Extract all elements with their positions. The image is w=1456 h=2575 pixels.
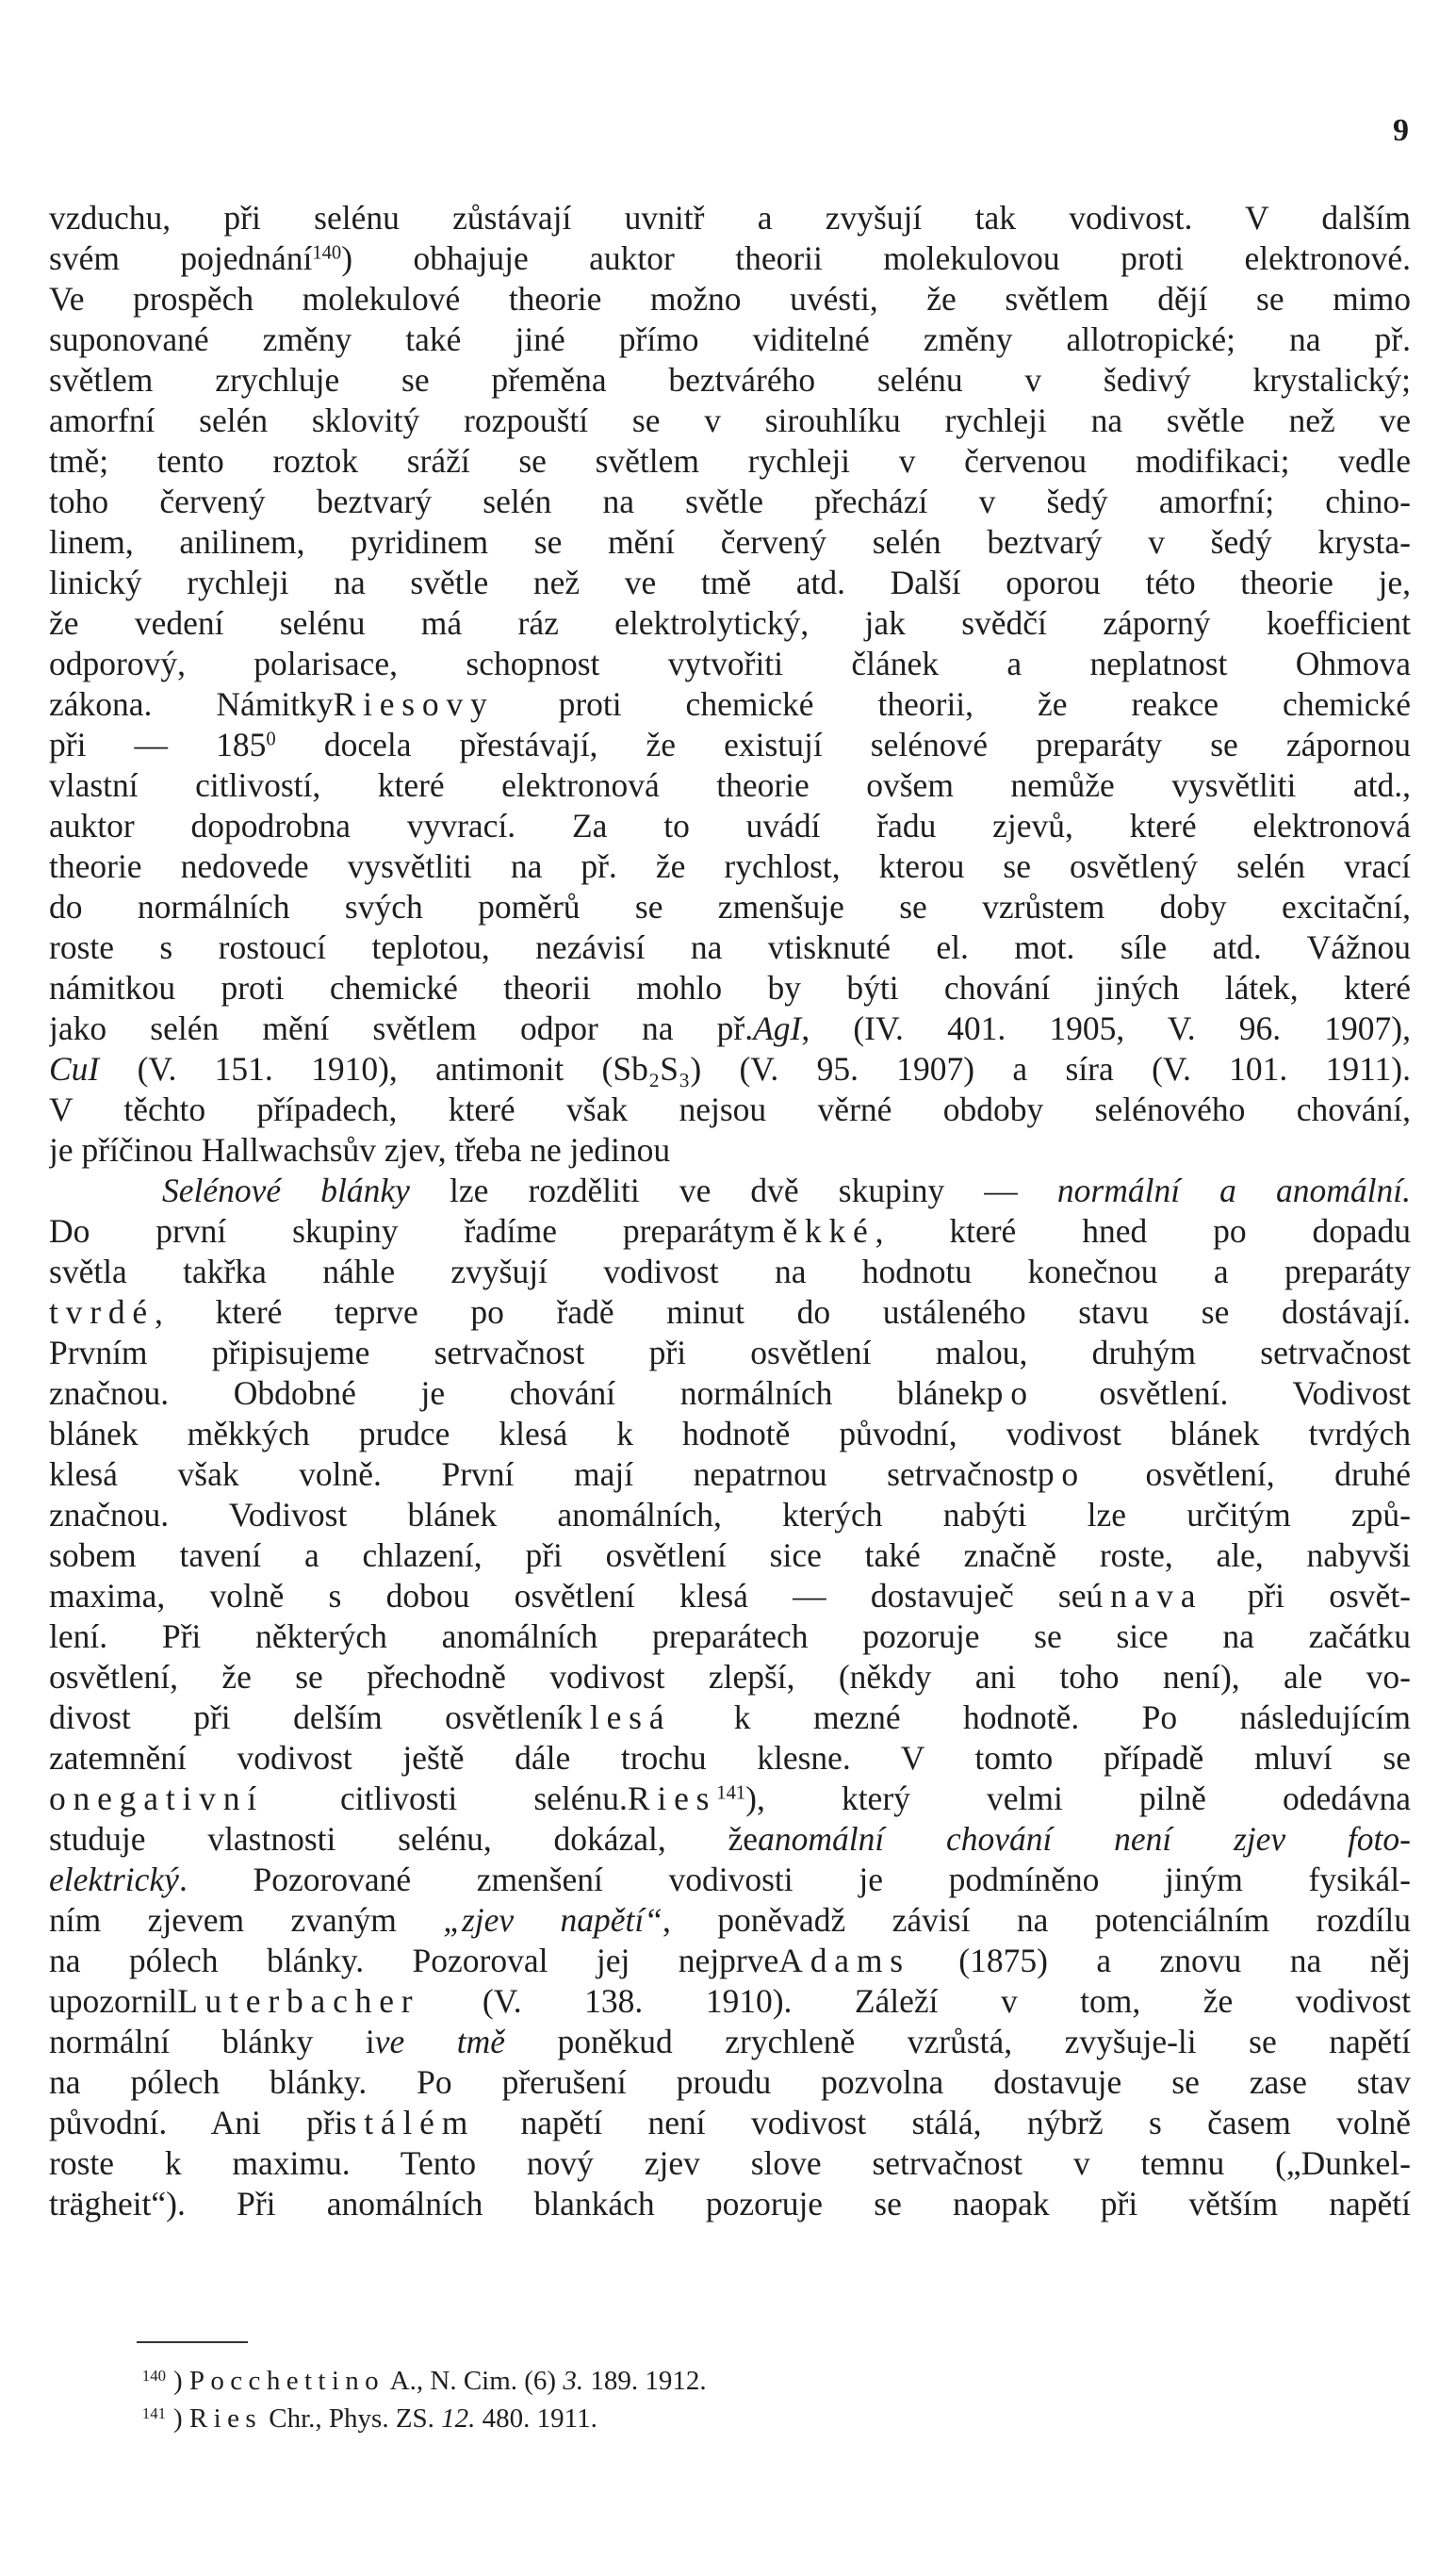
text-segment: Ries bbox=[627, 1780, 717, 1817]
text-line bbox=[49, 1130, 1411, 1171]
text-segment: Chr., Phys. ZS. bbox=[262, 2403, 434, 2434]
text-line bbox=[49, 522, 1411, 563]
text-line bbox=[49, 806, 1411, 846]
text-segment: 12. bbox=[441, 2403, 476, 2434]
text-line bbox=[49, 1090, 1411, 1130]
text-line bbox=[49, 968, 1411, 1009]
text-segment: ním zjevem zvaným bbox=[49, 1901, 397, 1939]
text-line bbox=[49, 644, 1411, 684]
text-segment: maxima, volně s dobou osvětlení klesá — dostavuječ se bbox=[49, 1577, 1087, 1615]
text-segment: (1875) a znovu na něj bbox=[909, 1942, 1411, 1979]
text-segment: toho červený beztvarý selén na světle přechází v šedý amorfní; chino- bbox=[49, 483, 1411, 520]
text-segment: po bbox=[1037, 1455, 1086, 1493]
text-segment: odporový, polarisace, schopnost vytvořiti článek a neplatnost Ohmova bbox=[49, 645, 1411, 682]
text-line bbox=[49, 279, 1411, 320]
text-segment: , které hned po dopadu bbox=[875, 1212, 1411, 1250]
text-segment: tmě; tento roztok sráží se světlem rychleji v červenou modifikaci; vedle bbox=[49, 442, 1411, 480]
text-segment: do normálních svých poměrů se zmenšuje se vzrůstem doby excitační, bbox=[49, 888, 1411, 926]
text-segment: roste k maximu. Tento nový zjev slove setrvačnost v temnu („Dunkel- bbox=[49, 2144, 1411, 2182]
text-line bbox=[49, 927, 1411, 968]
text-line bbox=[49, 1779, 1411, 1819]
text-segment: námitkou proti chemické theorii mohlo by býti chování jiných látek, které bbox=[49, 969, 1411, 1007]
text-segment: docela přestávají, že existují selénové preparáty se zápornou bbox=[275, 726, 1411, 763]
text-segment: Ve prospěch molekulové theorie možno uvésti, že světlem dějí se mimo bbox=[49, 280, 1411, 318]
text-segment: vzduchu, při selénu zůstávají uvnitř a zvyšují tak vodivost. V dalším bbox=[49, 199, 1411, 237]
text-line bbox=[49, 1698, 1411, 1738]
text-segment: (V. 151. 1910), antimonit (Sb₂S₃) (V. 95. 1907) a síra (V. 101. 1911). bbox=[99, 1050, 1411, 1088]
text-segment: normální blánky i bbox=[49, 2023, 375, 2060]
text-segment: (V. 138. 1910). Záleží v tom, že vodivost bbox=[419, 1982, 1411, 2020]
text-segment: Ries bbox=[188, 2403, 262, 2434]
text-segment: , poněvadž závisí na potenciálním rozdílu bbox=[663, 1901, 1411, 1939]
text-segment: Prvním připisujeme setrvačnost při osvětlení malou, druhým setrvačnost bbox=[49, 1334, 1411, 1371]
page-number: 9 bbox=[1393, 113, 1409, 148]
text-segment: , (IV. 401. 1905, V. 96. 1907), bbox=[801, 1009, 1411, 1047]
text-segment: trägheit“). Při anomálních blankách pozoruje se naopak při větším napětí bbox=[49, 2185, 1411, 2222]
text-segment: 141 bbox=[716, 1782, 746, 1804]
text-segment: osvětlení. Vodivost bbox=[1034, 1374, 1411, 1412]
text-line bbox=[49, 198, 1411, 238]
text-segment: po bbox=[986, 1374, 1035, 1412]
text-line bbox=[49, 846, 1411, 887]
body-text bbox=[49, 198, 1411, 2224]
text-segment: tvrdé bbox=[49, 1293, 155, 1331]
text-segment: normální a anomální. bbox=[1056, 1172, 1411, 1209]
text-segment: auktor dopodrobna vyvrací. Za to uvádí řadu zjevů, které elektronová bbox=[49, 807, 1411, 845]
text-line bbox=[49, 1414, 1411, 1454]
footnote: $^{141}$ ) Ries Chr., Phys. ZS. 12. 480. 1911. bbox=[132, 2400, 707, 2437]
text-line bbox=[49, 401, 1411, 441]
text-segment: upozornil bbox=[49, 1982, 178, 2020]
text-segment: onegativní bbox=[49, 1780, 264, 1817]
text-segment: při — 185 bbox=[49, 726, 267, 763]
text-line bbox=[49, 238, 1411, 279]
text-segment: je příčinou Hallwachsův zjev, třeba ne jedinou bbox=[49, 1131, 671, 1169]
footnote-separator bbox=[137, 2341, 248, 2343]
text-segment: jako selén mění světlem odpor na př. bbox=[49, 1009, 754, 1047]
text-segment: „zjev napětí“ bbox=[396, 1901, 663, 1939]
text-line bbox=[49, 1333, 1411, 1373]
text-line bbox=[49, 1171, 1411, 1211]
text-line bbox=[49, 2022, 1411, 2062]
text-segment: při osvět- bbox=[1202, 1577, 1411, 1615]
text-segment: elektrický bbox=[49, 1861, 179, 1898]
text-line bbox=[49, 1049, 1411, 1090]
text-line bbox=[49, 1657, 1411, 1698]
text-line bbox=[49, 1616, 1411, 1657]
text-line bbox=[49, 1981, 1411, 2022]
text-segment: klesá však volně. První mají nepatrnou setrvačnost bbox=[49, 1455, 1038, 1493]
text-segment: 0 bbox=[266, 729, 276, 750]
text-line bbox=[49, 2103, 1411, 2143]
text-line bbox=[49, 1819, 1411, 1860]
footnote: $^{140}$ ) Pocchettino A., N. Cim. (6) 3. 189. 1912. bbox=[132, 2362, 707, 2400]
text-segment: Selénové blánky bbox=[162, 1172, 410, 1209]
text-segment: lení. Při některých anomálních preparátech pozoruje se sice na začátku bbox=[49, 1617, 1411, 1655]
text-line bbox=[49, 2062, 1411, 2103]
text-segment: AgI bbox=[753, 1009, 802, 1047]
text-line bbox=[49, 1535, 1411, 1576]
text-segment: zákona. Námitky bbox=[49, 685, 334, 723]
text-line bbox=[49, 360, 1411, 401]
text-segment: proti chemické theorii, že reakce chemické bbox=[494, 685, 1411, 723]
text-line bbox=[49, 1009, 1411, 1049]
text-segment: citlivosti selénu. bbox=[263, 1780, 628, 1817]
text-segment: ve tmě bbox=[374, 2023, 505, 2060]
text-segment: světla takřka náhle zvyšují vodivost na hodnotu konečnou a preparáty bbox=[49, 1253, 1411, 1290]
text-segment: únava bbox=[1086, 1577, 1203, 1615]
text-line bbox=[49, 1252, 1411, 1292]
text-line bbox=[49, 684, 1411, 725]
text-line bbox=[49, 320, 1411, 360]
text-line bbox=[49, 1900, 1411, 1941]
text-segment: CuI bbox=[49, 1050, 100, 1088]
text-segment: anomální chování není zjev foto- bbox=[758, 1820, 1411, 1858]
text-line bbox=[49, 1495, 1411, 1535]
text-line bbox=[49, 563, 1411, 603]
text-line bbox=[49, 765, 1411, 806]
text-segment: osvětlení, že se přechodně vodivost zlepší, (někdy ani toho není), ale vo- bbox=[49, 1658, 1411, 1696]
text-segment: sobem tavení a chlazení, při osvětlení sice také značně roste, ale, nabyvši bbox=[49, 1536, 1411, 1574]
text-segment: A., N. Cim. (6) bbox=[384, 2366, 557, 2396]
text-segment: lze rozděliti ve dvě skupiny — bbox=[409, 1172, 1057, 1209]
footnote-number: 141 bbox=[141, 2403, 166, 2422]
text-segment: zatemnění vodivost ještě dále trochu klesne. V tomto případě mluví se bbox=[49, 1739, 1411, 1777]
text-line bbox=[49, 482, 1411, 522]
text-segment: blánek měkkých prudce klesá k hodnotě původní, vodivost blánek tvrdých bbox=[49, 1415, 1411, 1452]
text-segment: 3. bbox=[563, 2366, 584, 2396]
text-segment: značnou. Vodivost blánek anomálních, kterých nabýti lze určitým způ- bbox=[49, 1496, 1411, 1534]
text-line bbox=[49, 1941, 1411, 1981]
text-segment: linický rychleji na světle než ve tmě atd. Další oporou této theorie je, bbox=[49, 564, 1411, 601]
text-segment: roste s rostoucí teplotou, nezávisí na vtisknuté el. mot. síle atd. Vážnou bbox=[49, 928, 1411, 966]
text-segment: , které teprve po řadě minut do ustáleného stavu se dostávají. bbox=[155, 1293, 1411, 1331]
text-segment: značnou. Obdobné je chování normálních blánek bbox=[49, 1374, 987, 1412]
text-segment: stálém bbox=[343, 2104, 476, 2141]
text-segment: 480. 1911. bbox=[475, 2403, 597, 2434]
footnote-number: 140 bbox=[141, 2366, 166, 2385]
text-segment: poněkud zrychleně vzrůstá, zvyšuje-li se napětí bbox=[504, 2023, 1411, 2060]
text-line bbox=[49, 1454, 1411, 1495]
footnotes bbox=[132, 2362, 707, 2437]
text-line bbox=[49, 1373, 1411, 1414]
text-segment: měkké bbox=[748, 1212, 875, 1250]
text-segment: svém pojednání bbox=[49, 239, 313, 277]
text-line bbox=[49, 1211, 1411, 1252]
text-segment: osvětlení, druhé bbox=[1085, 1455, 1411, 1493]
text-segment: . Pozorované zmenšení vodivosti je podmíněno jiným fysikál- bbox=[178, 1861, 1411, 1898]
text-segment: divost při delším osvětlení bbox=[49, 1698, 566, 1736]
text-line bbox=[49, 1576, 1411, 1616]
text-segment: Pocchettino bbox=[188, 2366, 385, 2396]
text-segment: ), který velmi pilně odedávna bbox=[745, 1780, 1411, 1817]
text-line bbox=[49, 1292, 1411, 1333]
text-segment: že vedení selénu má ráz elektrolytický, jak svědčí záporný koefficient bbox=[49, 604, 1411, 642]
text-segment: studuje vlastnosti selénu, dokázal, že bbox=[49, 1820, 759, 1858]
text-line bbox=[49, 441, 1411, 482]
text-segment: k mezné hodnotě. Po následujícím bbox=[671, 1698, 1411, 1736]
text-segment: amorfní selén sklovitý rozpouští se v sirouhlíku rychleji na světle než ve bbox=[49, 402, 1411, 439]
text-line bbox=[49, 1738, 1411, 1779]
text-line bbox=[49, 2143, 1411, 2184]
text-line bbox=[49, 1860, 1411, 1900]
text-line bbox=[49, 603, 1411, 644]
text-segment: suponované změny také jiné přímo viditelné změny allotropické; na př. bbox=[49, 320, 1411, 358]
text-segment: na pólech blánky. Pozoroval jej nejprve bbox=[49, 1942, 779, 1979]
text-segment: původní. Ani při bbox=[49, 2104, 344, 2141]
text-line bbox=[49, 887, 1411, 927]
text-segment: Riesovy bbox=[333, 685, 495, 723]
text-segment: Do první skupiny řadíme preparáty bbox=[49, 1212, 749, 1250]
text-segment: 140 bbox=[312, 242, 342, 264]
text-segment: theorie nedovede vysvětliti na př. že rychlost, kterou se osvětlený selén vrací bbox=[49, 847, 1411, 885]
text-segment: Adams bbox=[778, 1942, 910, 1979]
text-line bbox=[49, 2184, 1411, 2224]
text-segment: 189. 1912. bbox=[583, 2366, 707, 2396]
text-segment: klesá bbox=[565, 1698, 672, 1736]
text-segment: ) obhajuje auktor theorii molekulovou proti elektronové. bbox=[341, 239, 1411, 277]
text-segment: V těchto případech, které však nejsou věrné obdoby selénového chování, bbox=[49, 1091, 1411, 1128]
text-segment: na pólech blánky. Po přerušení proudu pozvolna dostavuje se zase stav bbox=[49, 2063, 1411, 2101]
text-segment: linem, anilinem, pyridinem se mění červený selén beztvarý v šedý krysta- bbox=[49, 523, 1411, 561]
text-segment: vlastní citlivostí, které elektronová theorie ovšem nemůže vysvětliti atd., bbox=[49, 766, 1411, 804]
text-line bbox=[49, 725, 1411, 765]
text-segment: napětí není vodivost stálá, nýbrž s časem volně bbox=[475, 2104, 1411, 2141]
text-segment: Luterbacher bbox=[177, 1982, 420, 2020]
text-segment: světlem zrychluje se přeměna beztvárého selénu v šedivý krystalický; bbox=[49, 361, 1411, 399]
